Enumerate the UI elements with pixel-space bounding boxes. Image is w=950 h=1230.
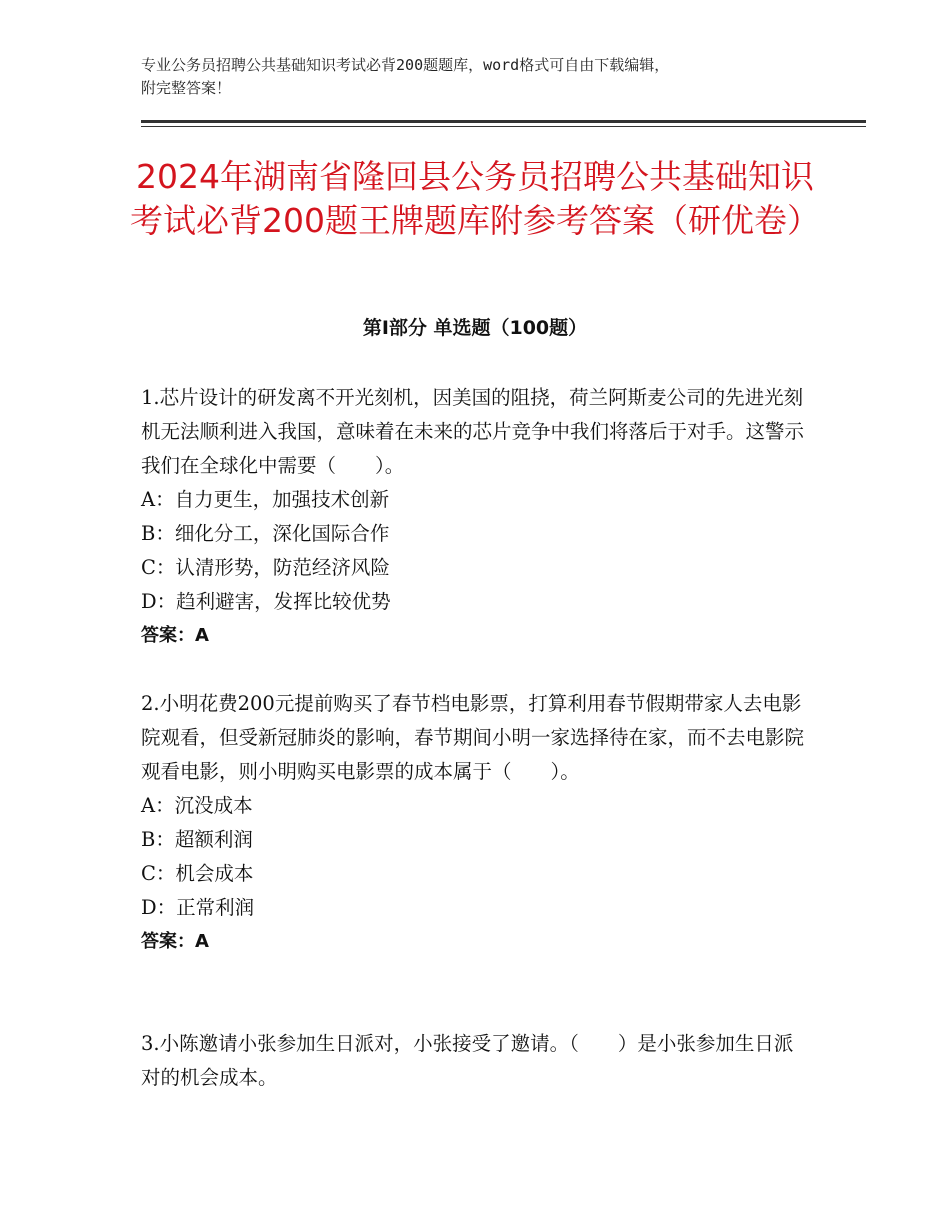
header-note <box>141 54 841 100</box>
option-d: D：正常利润 <box>141 896 255 919</box>
question-stem: 2.小明花费200元提前购买了春节档电影票，打算利用春节假期带家人去电影院观看，但受新冠肺炎的影响，春节期间小明一家选择待在家，而不去电影院观看电影，则小明购买电影票的成本属于（ ）。 <box>141 692 805 783</box>
question-stem: 1.芯片设计的研发离不开光刻机，因美国的阻挠，荷兰阿斯麦公司的先进光刻机无法顺利进入我国，意味着在未来的芯片竞争中我们将落后于对手。这警示我们在全球化中需要（ ）。 <box>141 386 805 477</box>
option-b: B：细化分工，深化国际合作 <box>141 522 390 545</box>
section-heading: 第Ⅰ部分 单选题（100题） <box>362 317 588 339</box>
option-a: A：沉没成本 <box>141 794 253 817</box>
question-stem: 3.小陈邀请小张参加生日派对，小张接受了邀请。（ ）是小张参加生日派对的机会成本。 <box>141 1032 794 1089</box>
option-d: D：趋利避害，发挥比较优势 <box>141 590 391 613</box>
question-2 <box>141 687 811 959</box>
header-divider-thin <box>141 126 866 127</box>
answer-label: 答案：A <box>141 931 209 952</box>
document-title: 2024年湖南省隆回县公务员招聘公共基础知识考试必背200题王牌题库附参考答案（研优卷） <box>130 157 820 240</box>
option-b: B：超额利润 <box>141 828 253 851</box>
header-divider-thick <box>141 120 866 123</box>
header-note-line-2: 附完整答案！ <box>141 79 232 97</box>
question-1 <box>141 381 811 653</box>
option-c: C：机会成本 <box>141 862 254 885</box>
answer-label: 答案：A <box>141 625 209 646</box>
header-note-line-1: 专业公务员招聘公共基础知识考试必背200题题库，word格式可自由下载编辑， <box>141 56 670 74</box>
option-c: C：认清形势，防范经济风险 <box>141 556 390 579</box>
option-a: A：自力更生，加强技术创新 <box>141 488 390 511</box>
question-3 <box>141 1027 811 1095</box>
